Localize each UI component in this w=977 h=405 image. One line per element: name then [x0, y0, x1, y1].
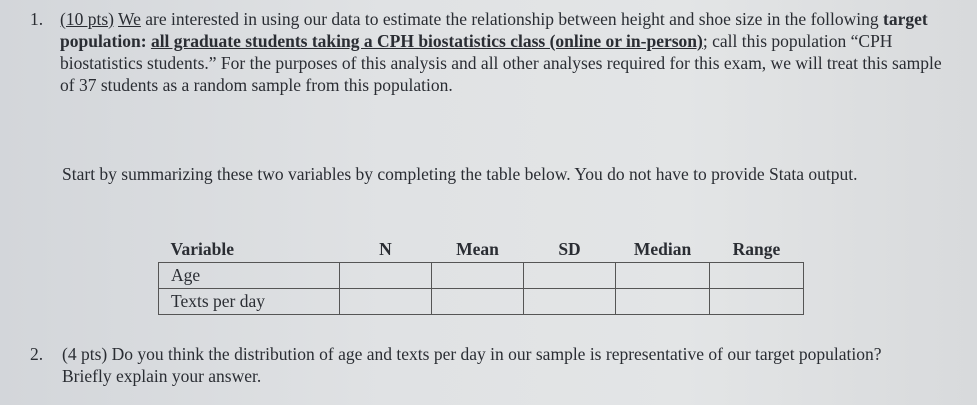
table-row — [159, 289, 804, 315]
cell-age-sd[interactable] — [524, 263, 616, 289]
question-1-points: (10 pts) — [60, 9, 114, 29]
cell-texts-range[interactable] — [710, 289, 804, 315]
row-label-age: Age — [159, 263, 340, 289]
header-sd: SD — [524, 234, 616, 263]
question-1-number: 1. — [30, 9, 44, 29]
question-1-after-target: ; call this population “CPH biostatistics students.” For the purposes of this analysis and all other analyses required for this exam, we will treat this sample of 37 students as a random sample from this population. — [60, 31, 942, 95]
cell-texts-sd[interactable] — [524, 289, 616, 315]
table-row — [159, 263, 804, 289]
question-1-we: We — [118, 9, 141, 29]
header-range: Range — [710, 234, 804, 263]
target-population-label: target population: — [60, 9, 928, 51]
question-2-text: (4 pts) Do you think the distribution of age and texts per day in our sample is representative of our target population? Briefly explain your answer. — [62, 344, 882, 386]
table-instruction: Start by summarizing these two variables by completing the table below. You do not have to provide Stata output. — [62, 164, 858, 184]
header-variable: Variable — [159, 234, 340, 263]
target-population-description: all graduate students taking a CPH biostatistics class (online or in-person) — [150, 31, 703, 51]
cell-age-n[interactable] — [340, 263, 432, 289]
table-header-row — [159, 234, 804, 263]
cell-age-mean[interactable] — [432, 263, 524, 289]
cell-age-range[interactable] — [710, 263, 804, 289]
cell-texts-median[interactable] — [616, 289, 710, 315]
header-mean: Mean — [432, 234, 524, 263]
header-median: Median — [616, 234, 710, 263]
question-1-intro: are interested in using our data to estimate the relationship between height and shoe size in the following — [140, 9, 883, 29]
question-2-number: 2. — [30, 344, 44, 364]
question-1-body — [60, 8, 950, 96]
summary-table — [158, 234, 804, 315]
cell-texts-n[interactable] — [340, 289, 432, 315]
header-n: N — [340, 234, 432, 263]
cell-age-median[interactable] — [616, 263, 710, 289]
row-label-texts: Texts per day — [159, 289, 340, 315]
cell-texts-mean[interactable] — [432, 289, 524, 315]
